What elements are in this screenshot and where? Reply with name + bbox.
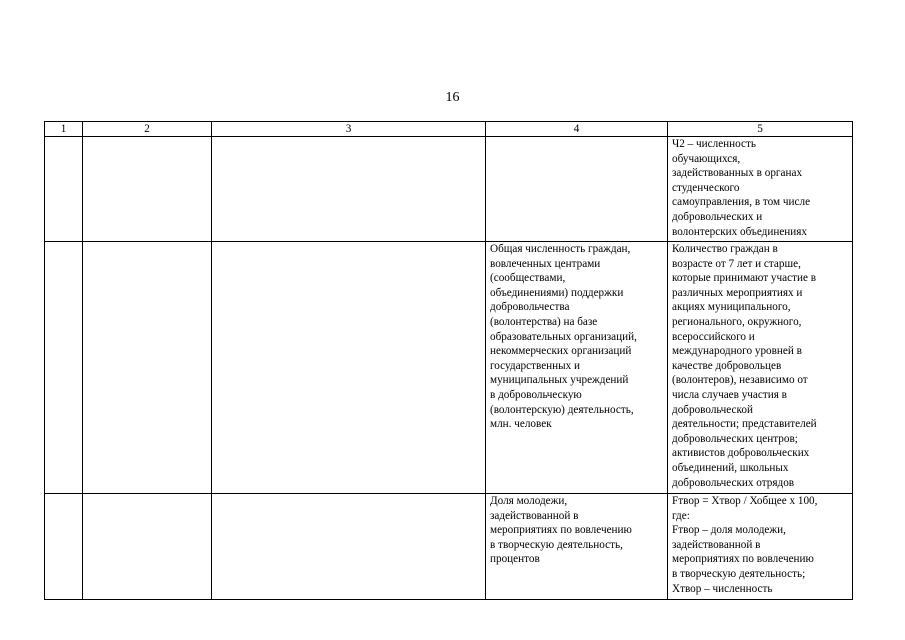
table-cell bbox=[668, 494, 853, 600]
indicator-method: Fтвор = Хтвор / Хобщее х 100, где: Fтвор – доля молодежи, задействованной в мероприятиях по вовлечению в творческую деятельность; Хтвор – численность bbox=[672, 495, 818, 595]
column-header-5: 5 bbox=[668, 122, 853, 137]
table-row bbox=[45, 494, 853, 600]
indicator-table bbox=[44, 121, 853, 600]
indicator-method: Количество граждан в возрасте от 7 лет и старше, которые принимают участие в различных мероприятиях и акциях муниципального, регионального, окружного, всероссийского и международного уровней в качестве добровольцев (волонтеров), независимо от числа случаев участия в добровольческой деятельности; представителей добровольческих центров; активистов добровольческих объединений, школьных добровольческих отрядов bbox=[672, 243, 817, 489]
indicator-name: Доля молодежи, задействованной в мероприятиях по вовлечению в творческую деятельность, процентов bbox=[490, 495, 632, 566]
page-number: 16 bbox=[445, 90, 460, 105]
table-cell bbox=[668, 137, 853, 242]
column-header-3: 3 bbox=[212, 122, 486, 137]
column-header-1: 1 bbox=[45, 122, 83, 137]
table-cell bbox=[212, 494, 486, 600]
table-cell bbox=[486, 242, 668, 494]
table-cell bbox=[83, 242, 212, 494]
table-cell bbox=[83, 137, 212, 242]
table-cell bbox=[83, 494, 212, 600]
table-row bbox=[45, 137, 853, 242]
table-cell bbox=[45, 242, 83, 494]
column-header-2: 2 bbox=[83, 122, 212, 137]
table-cell bbox=[668, 242, 853, 494]
column-header-4: 4 bbox=[486, 122, 668, 137]
table-cell bbox=[45, 494, 83, 600]
indicator-name: Общая численность граждан, вовлеченных центрами (сообществами, объединениями) поддержки добровольчества (волонтерства) на базе образовательных организаций, некоммерческих организаций государственных и муниципальных учреждений в добровольческую (волонтерскую) деятельность, млн. человек bbox=[490, 243, 637, 431]
table-cell bbox=[212, 137, 486, 242]
table-row bbox=[45, 242, 853, 494]
table-cell bbox=[486, 137, 668, 242]
table-cell bbox=[486, 494, 668, 600]
table-cell bbox=[212, 242, 486, 494]
indicator-method: Ч2 – численность обучающихся, задействованных в органах студенческого самоуправления, в том числе добровольческих и волонтерских объединениях bbox=[672, 138, 811, 238]
table-cell bbox=[45, 137, 83, 242]
table-header-row bbox=[45, 122, 853, 137]
